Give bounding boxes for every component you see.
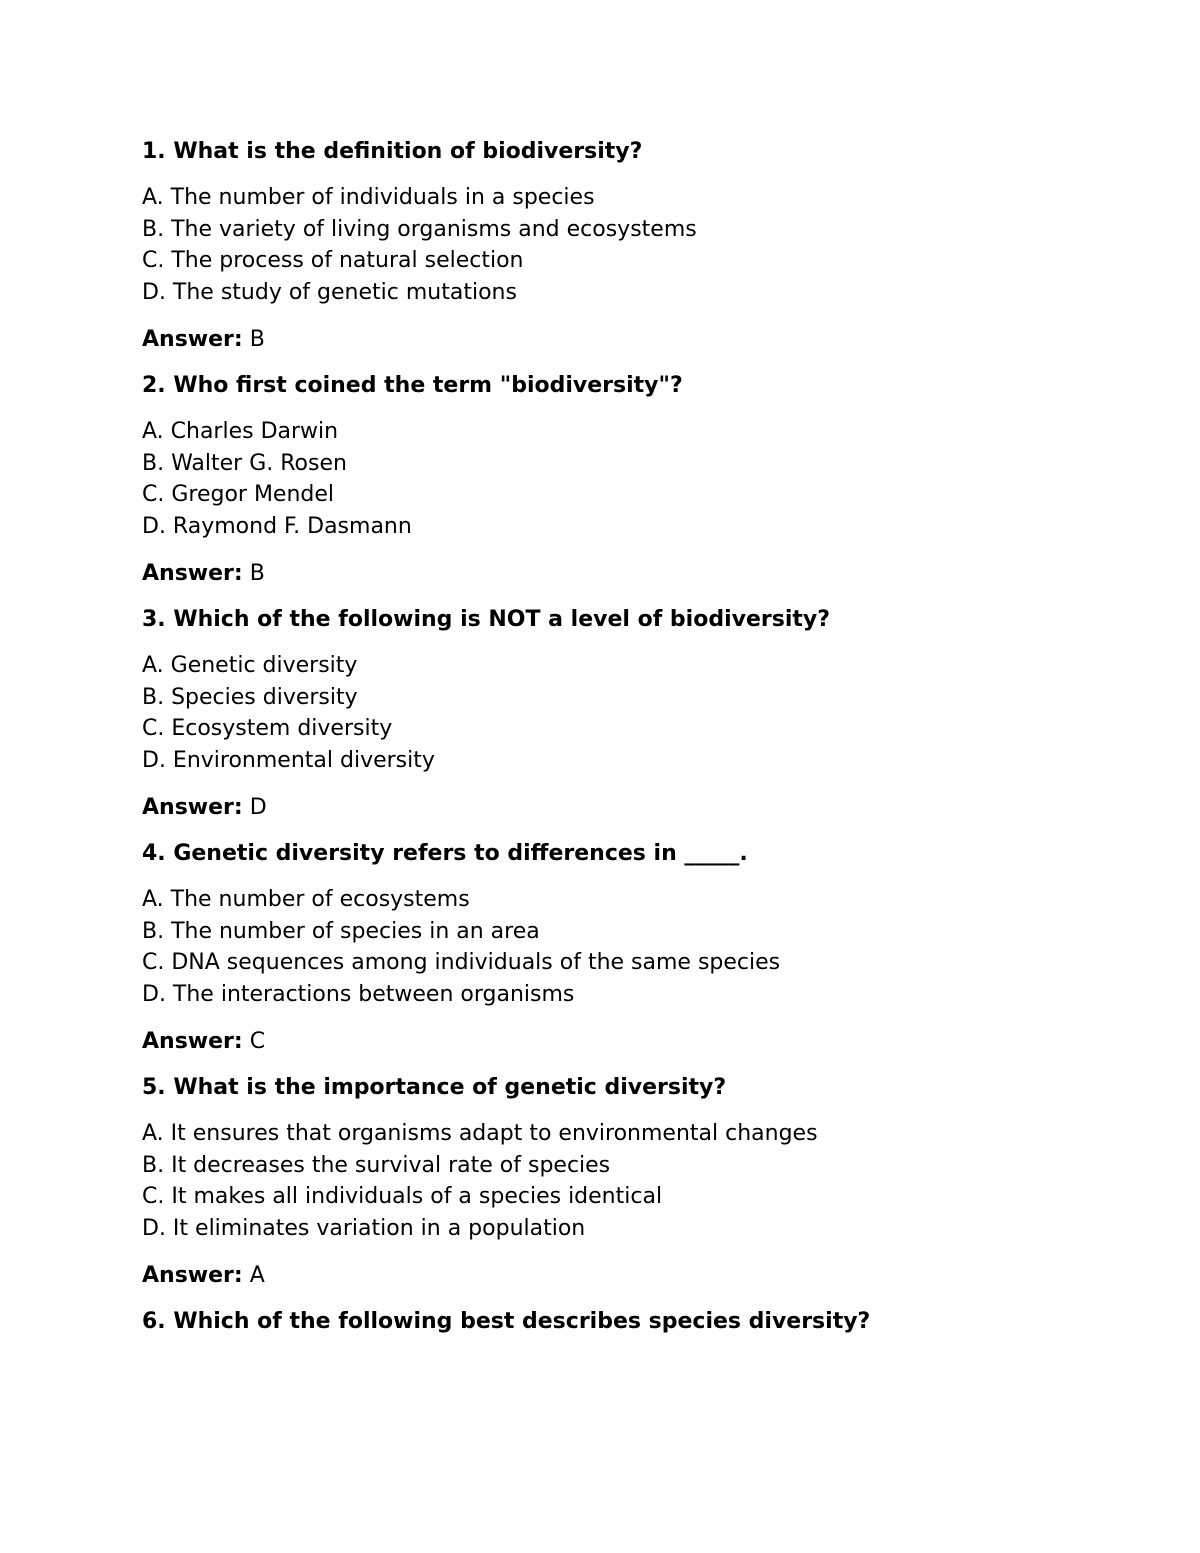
question-block-3 [142, 604, 1142, 824]
option-d: D. The study of genetic mutations [142, 279, 517, 305]
option-d: D. Raymond F. Dasmann [142, 513, 412, 539]
question-block-1 [142, 136, 1142, 356]
option-c: C. Gregor Mendel [142, 482, 335, 507]
option-d: D. Environmental diversity [142, 747, 435, 773]
answer-label: Answer: [142, 561, 243, 586]
question-text: 2. Who first coined the term "biodiversity"? [142, 373, 683, 398]
options-list [142, 416, 1142, 542]
answer-value: B [249, 327, 265, 352]
option-b: B. It decreases the survival rate of species [142, 1152, 611, 1178]
answer-line [142, 324, 1142, 356]
option-c: C. Ecosystem diversity [142, 716, 393, 741]
question-text: 3. Which of the following is NOT a level of biodiversity? [142, 607, 830, 632]
option-c: C. The process of natural selection [142, 248, 524, 273]
option-c: C. It makes all individuals of a species identical [142, 1184, 663, 1209]
question-block-6 [142, 1306, 1142, 1338]
answer-label: Answer: [142, 1263, 243, 1288]
question-block-2 [142, 370, 1142, 590]
option-a: A. The number of ecosystems [142, 887, 470, 912]
answer-value: B [249, 561, 265, 586]
option-b: B. The variety of living organisms and ecosystems [142, 216, 697, 242]
answer-value: A [249, 1263, 265, 1288]
option-a: A. It ensures that organisms adapt to environmental changes [142, 1121, 818, 1146]
question-text: 1. What is the definition of biodiversity? [142, 139, 643, 164]
answer-value: C [249, 1029, 266, 1054]
options-list [142, 1118, 1142, 1244]
option-b: B. Species diversity [142, 684, 358, 710]
option-a: A. Genetic diversity [142, 653, 358, 678]
answer-label: Answer: [142, 1029, 243, 1054]
quiz-document [142, 136, 1142, 1352]
option-d: D. The interactions between organisms [142, 981, 575, 1007]
answer-line [142, 558, 1142, 590]
question-text: 4. Genetic diversity refers to differences in _____. [142, 841, 748, 866]
option-a: A. The number of individuals in a species [142, 185, 595, 210]
question-text: 6. Which of the following best describes species diversity? [142, 1309, 871, 1334]
answer-line [142, 792, 1142, 824]
answer-label: Answer: [142, 795, 243, 820]
option-a: A. Charles Darwin [142, 419, 339, 444]
question-block-4 [142, 838, 1142, 1058]
question-text: 5. What is the importance of genetic diversity? [142, 1075, 727, 1100]
option-c: C. DNA sequences among individuals of the same species [142, 950, 781, 975]
answer-label: Answer: [142, 327, 243, 352]
options-list [142, 650, 1142, 776]
option-b: B. The number of species in an area [142, 918, 540, 944]
answer-line [142, 1026, 1142, 1058]
options-list [142, 884, 1142, 1010]
options-list [142, 182, 1142, 308]
question-block-5 [142, 1072, 1142, 1292]
answer-line [142, 1260, 1142, 1292]
answer-value: D [249, 795, 267, 820]
option-b: B. Walter G. Rosen [142, 450, 347, 476]
option-d: D. It eliminates variation in a population [142, 1215, 586, 1241]
